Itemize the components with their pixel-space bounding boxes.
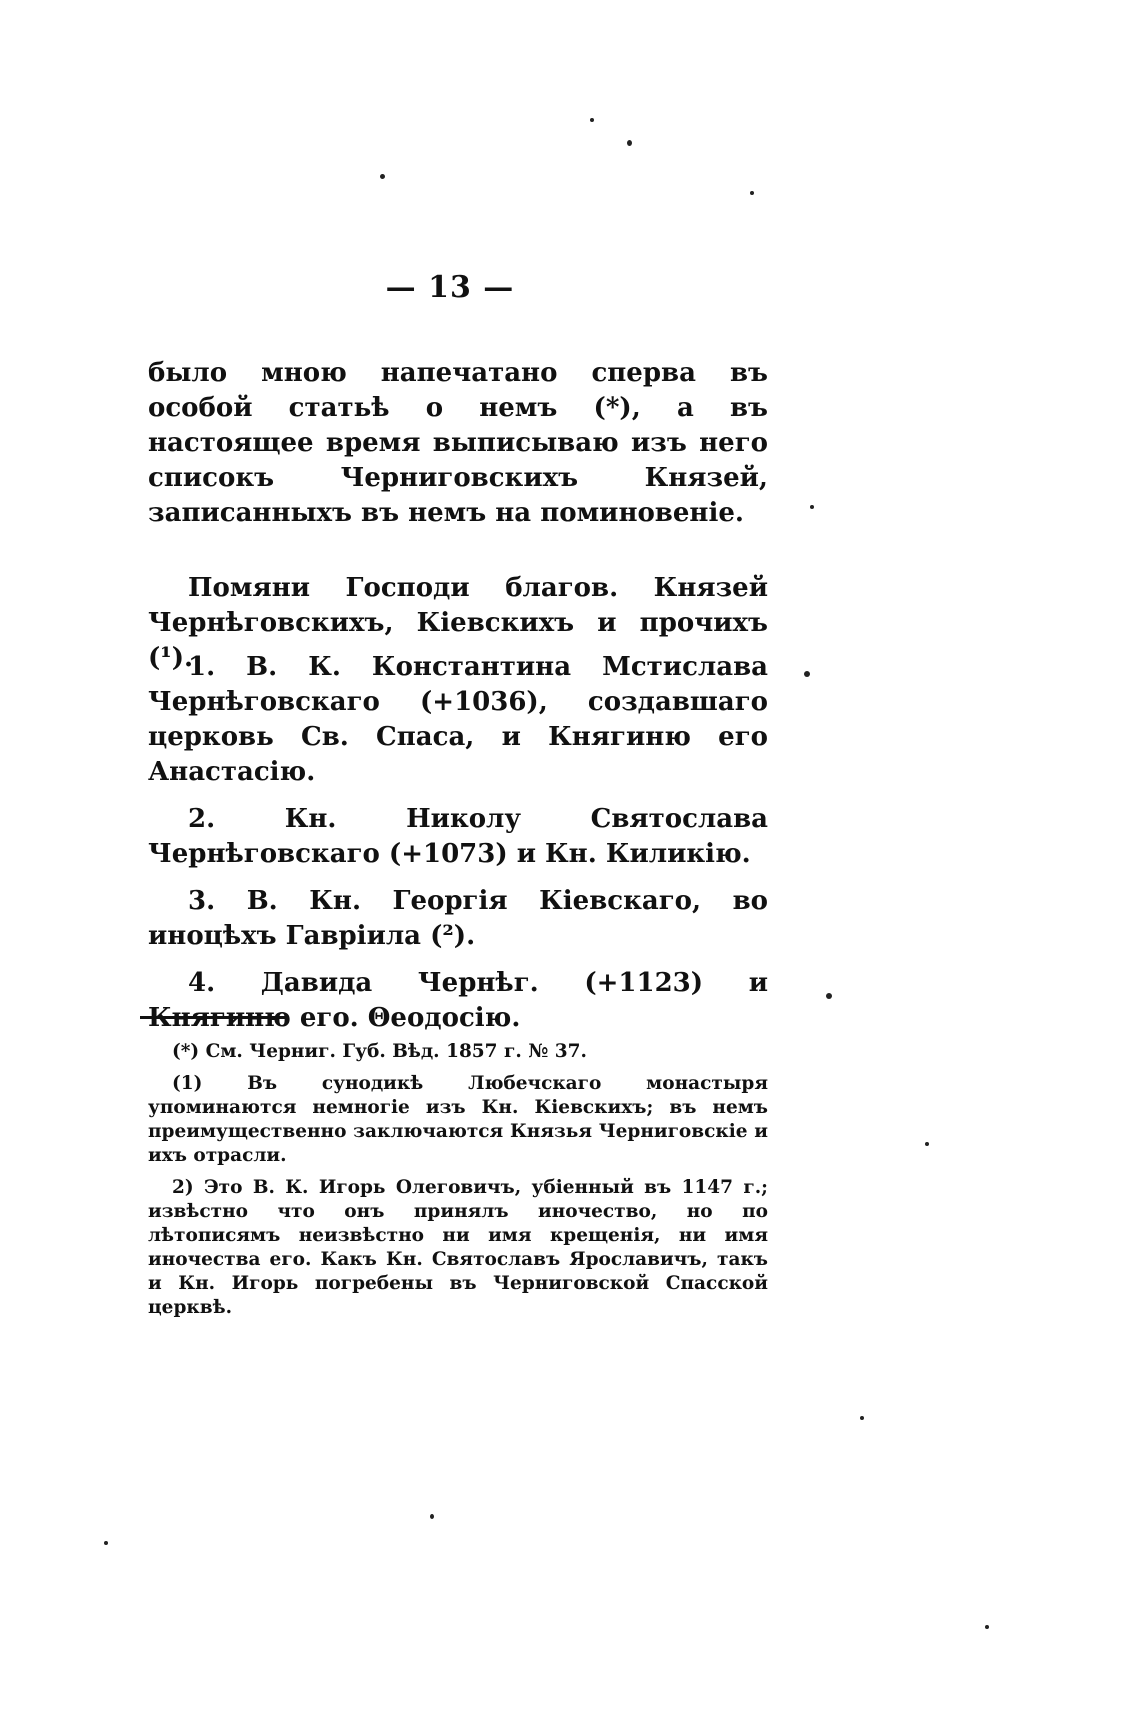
list-item: 4. Давида Чернѣг. (+1123) и Княгиню его. Θеодосію.	[148, 968, 768, 1033]
scan-speck	[810, 505, 814, 509]
scan-speck	[380, 174, 385, 179]
scan-speck	[925, 1142, 929, 1146]
footnote-divider	[140, 1016, 288, 1019]
list-item: 1. В. К. Константина Мстислава Чернѣговскаго (+1036), создавшаго церковь Св. Спаса, и Княгиню его Анастасію.	[148, 652, 768, 787]
footnote-1: (1) Въ сунодикѣ Любечскаго монастыря упоминаются немногіе изъ Кн. Кіевскихъ; въ немъ преимущественно заключаются Князья Черниговскіе и ихъ отрасли.	[148, 1073, 768, 1166]
prayer-heading: Помяни Господи благов. Князей Чернѣговскихъ, Кіевскихъ и прочихъ (¹).	[148, 573, 768, 673]
scan-speck	[627, 140, 632, 146]
scan-speck	[985, 1625, 989, 1629]
footnotes	[148, 1040, 768, 1328]
page-number: — 13 —	[385, 270, 515, 305]
list-item: 3. В. Кн. Георгія Кіевскаго, во иноцѣхъ Гавріила (²).	[148, 886, 768, 951]
list-item: 2. Кн. Николу Святослава Чернѣговскаго (+1073) и Кн. Киликію.	[148, 804, 768, 869]
scan-speck	[590, 118, 594, 122]
footnote-2: 2) Это В. К. Игорь Олеговичъ, убіенный въ 1147 г.; извѣстно что онъ принялъ иночество, но по лѣтописямъ неизвѣстно ни имя крещенія, ни имя иночества его. Какъ Кн. Святославъ Ярославичъ, такъ и Кн. Игорь погребены въ Черниговской Спасской церквѣ.	[148, 1177, 768, 1318]
scan-speck	[860, 1416, 864, 1420]
scan-speck	[750, 191, 754, 195]
scan-speck	[804, 671, 810, 677]
scan-speck	[430, 1514, 434, 1519]
intro-paragraph: было мною напечатано сперва въ особой статьѣ о немъ (*), а въ настоящее время выписываю изъ него списокъ Черниговскихъ Князей, записанныхъ въ немъ на поминовеніе.	[148, 358, 768, 528]
footnote-star: (*) См. Черниг. Губ. Вѣд. 1857 г. № 37.	[172, 1041, 587, 1062]
scan-speck	[826, 993, 832, 999]
scan-speck	[104, 1541, 108, 1545]
commemoration-list	[148, 650, 768, 1048]
